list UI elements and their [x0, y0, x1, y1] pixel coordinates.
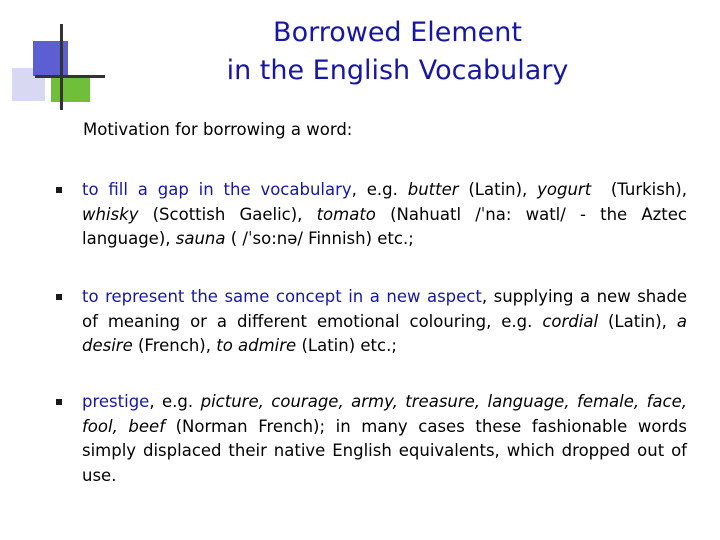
decor-line-horizontal: [35, 75, 105, 78]
slide-title-line-1: Borrowed Element: [273, 17, 522, 48]
bullet-item-1: [82, 178, 687, 252]
slide-title-line-2: in the English Vocabulary: [226, 55, 569, 86]
decor-line-vertical: [60, 24, 63, 110]
bullet-marker-icon: [56, 294, 62, 300]
slide-title: [150, 14, 645, 90]
bullet-lead: to represent the same concept in a new aspect: [82, 287, 482, 306]
bullet-item-2: [82, 285, 687, 359]
bullet-body: , e.g. butter (Latin), yogurt (Turkish), whisky (Scottish Gaelic), tomato (Nahuatl /ˈna: watl/ - the Aztec language), sauna ( /ˈso:nə/ Finnish) etc.;: [82, 180, 687, 248]
intro-text: Motivation for borrowing a word:: [83, 120, 353, 139]
bullet-lead: prestige: [82, 392, 150, 411]
bullet-body: , e.g. picture, courage, army, treasure, language, female, face, fool, beef (Norman French); in many cases these fashionable words simply displaced their native English equivalents, which dropped out of use.: [82, 392, 687, 485]
decor-square-green: [51, 76, 90, 102]
bullet-lead: to fill a gap in the vocabulary: [82, 180, 352, 199]
bullet-marker-icon: [56, 187, 62, 193]
bullet-body: , supplying a new shade of meaning or a different emotional colouring, e.g. cordial (Latin), a desire (French), to admire (Latin) etc.;: [82, 287, 687, 355]
bullet-marker-icon: [56, 399, 62, 405]
bullet-item-3: [82, 390, 687, 488]
